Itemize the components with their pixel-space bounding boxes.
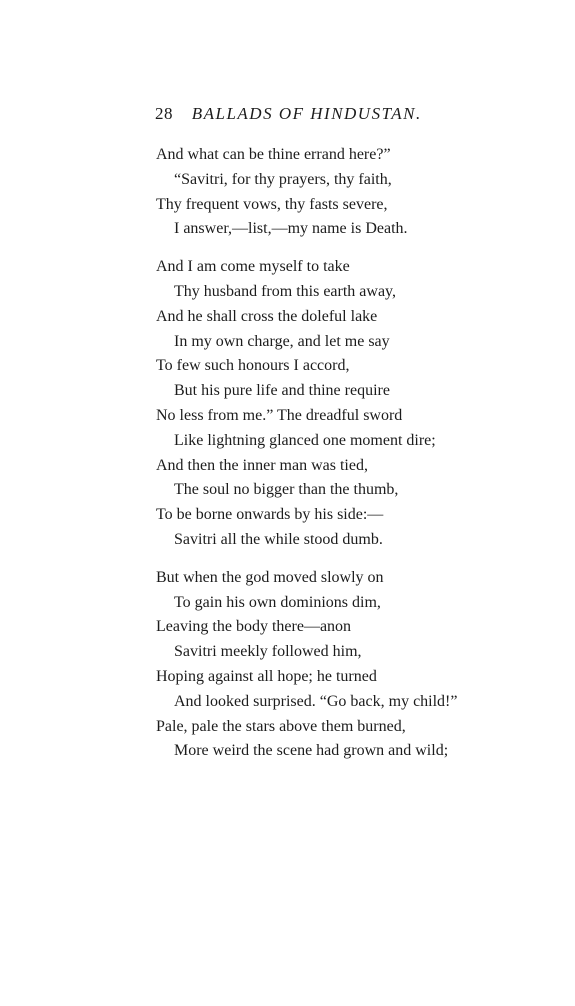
verse-line: Leaving the body there—anon — [156, 618, 352, 636]
stanza — [156, 143, 457, 242]
verse-line: Thy frequent vows, thy fasts severe, — [156, 195, 388, 213]
verse-line: And what can be thine errand here?” — [156, 146, 391, 163]
stanza-break — [156, 242, 457, 255]
stanza — [156, 566, 457, 764]
verse-line: Pale, pale the stars above them burned, — [156, 717, 406, 735]
verse-line: And he shall cross the doleful lake — [156, 307, 378, 325]
poem-body — [156, 143, 457, 764]
verse-line: Hoping against all hope; he turned — [156, 667, 377, 685]
verse-line: But when the god moved slowly on — [156, 568, 384, 586]
stanza — [156, 255, 457, 553]
verse-line: In my own charge, and let me say — [174, 332, 390, 350]
verse-line: Like lightning glanced one moment dire; — [174, 431, 436, 449]
verse-line: Thy husband from this earth away, — [174, 282, 397, 300]
verse-line: And I am come myself to take — [156, 258, 350, 276]
stanza-break — [156, 553, 457, 566]
verse-line: The soul no bigger than the thumb, — [174, 481, 399, 499]
verse-line: I answer,—list,—my name is Death. — [174, 220, 408, 238]
verse-line: No less from me.” The dreadful sword — [156, 406, 403, 424]
verse-line: To be borne onwards by his side:— — [156, 506, 384, 524]
page-number: 28 — [155, 104, 173, 123]
verse-line: Savitri meekly followed him, — [174, 643, 362, 661]
verse-line: Savitri all the while stood dumb. — [174, 530, 383, 548]
verse-line: “Savitri, for thy prayers, thy faith, — [174, 170, 392, 188]
verse-line: And looked surprised. “Go back, my child!” — [174, 692, 458, 710]
verse-line: More weird the scene had grown and wild; — [174, 742, 449, 760]
verse-line: To gain his own dominions dim, — [174, 593, 381, 611]
verse-line: To few such honours I accord, — [156, 357, 350, 375]
verse-line: And then the inner man was tied, — [156, 456, 368, 474]
page-header — [155, 104, 422, 124]
running-title: BALLADS OF HINDUSTAN. — [191, 104, 422, 123]
verse-line: But his pure life and thine require — [174, 382, 390, 400]
